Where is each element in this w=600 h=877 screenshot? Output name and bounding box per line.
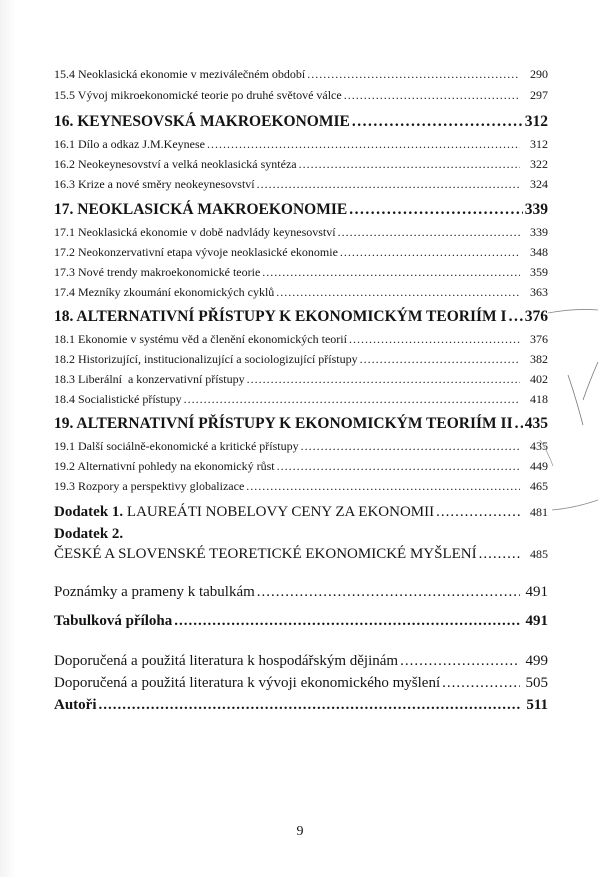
toc-entry-page: 348 [530, 245, 548, 259]
authors-page: 511 [526, 697, 548, 713]
tables-page: 491 [525, 613, 548, 629]
literature-thought-title: Doporučená a použitá literatura k vývoji ekonomického myšlení [54, 675, 441, 691]
appendix-2-title: ČESKÉ A SLOVENSKÉ TEORETICKÉ EKONOMICKÉ MYŠLENÍ [54, 546, 477, 562]
toc-entry-page: 449 [530, 459, 548, 473]
toc-entry-page: 324 [530, 177, 548, 191]
toc-entry-title: 17.3 Nové trendy makroekonomické teorie [54, 265, 261, 279]
toc-chapter-title: 16. KEYNESOVSKÁ MAKROEKONOMIE [54, 113, 350, 130]
toc-entry-title: 16.2 Neokeynesovství a velká neoklasická syntéza [54, 157, 297, 171]
notes-page: 491 [525, 584, 548, 600]
toc-entry-title: 18.4 Socialistické přístupy [54, 392, 182, 406]
notes-title: Poznámky a prameny k tabulkám [54, 584, 255, 600]
tables-title: Tabulková příloha [54, 613, 173, 629]
toc-entry-title: 16.1 Dílo a odkaz J.M.Keynese [54, 137, 205, 151]
appendix-2-label: Dodatek 2. [54, 526, 124, 542]
appendix-1-title: LAUREÁTI NOBELOVY CENY ZA EKONOMII [126, 504, 435, 520]
toc-chapter-title: 18. ALTERNATIVNÍ PŘÍSTUPY K EKONOMICKÝM TEORIÍM I [54, 308, 507, 325]
toc-chapter-page: 435 [524, 415, 548, 432]
toc-entry-page: 402 [530, 372, 548, 386]
pencil-stroke [548, 309, 598, 313]
appendix-1-label: Dodatek 1. [54, 504, 124, 520]
toc-entry-page: 363 [530, 285, 548, 299]
literature-history-title: Doporučená a použitá literatura k hospodářským dějinám [54, 653, 399, 669]
toc-entry-page: 418 [530, 392, 548, 406]
toc-entry-title: 18.2 Historizující, institucionalizující a sociologizující přístupy [54, 352, 358, 366]
toc-entry-page: 297 [530, 88, 548, 102]
appendix-1-page: 481 [530, 505, 548, 519]
toc-entry-page: 290 [530, 67, 548, 81]
toc-entry-title: 16.3 Krize a nové směry neokeynesovství [54, 177, 255, 191]
literature-history-page: 499 [525, 653, 548, 669]
pencil-stroke [583, 362, 598, 400]
toc-entry-page: 435 [530, 439, 548, 453]
toc-entry-page: 376 [530, 332, 548, 346]
toc-entry-title: 19.2 Alternativní pohledy na ekonomický růst [54, 459, 275, 473]
toc-entry-page: 339 [530, 225, 548, 239]
toc-chapter-page: 376 [524, 308, 548, 325]
toc-entry-title: 15.5 Vývoj mikroekonomické teorie po druhé světové válce [54, 88, 342, 102]
toc-chapter-page: 339 [524, 201, 548, 218]
toc-entry-page: 359 [530, 265, 548, 279]
appendix-2-page: 485 [530, 547, 548, 561]
toc-entry-page: 382 [530, 352, 548, 366]
toc-entry-title: 18.1 Ekonomie v systému věd a členění ekonomických teorií [54, 332, 347, 346]
pencil-stroke [540, 440, 553, 466]
literature-thought-page: 505 [525, 675, 548, 691]
toc-entry-page: 312 [530, 137, 548, 151]
toc-chapter-page: 312 [524, 113, 548, 130]
pencil-stroke [552, 500, 598, 510]
page-number: 9 [296, 824, 304, 839]
toc-entry-title: 15.4 Neoklasická ekonomie v meziválečném období [54, 67, 306, 81]
toc-entry-title: 17.1 Neoklasická ekonomie v době nadvlády keynesovství [54, 225, 336, 239]
pencil-stroke [568, 375, 583, 425]
authors-title: Autoři [54, 697, 97, 713]
toc-chapter-title: 17. NEOKLASICKÁ MAKROEKONOMIE [54, 201, 348, 218]
toc-entry-title: 17.2 Neokonzervativní etapa vývoje neoklasické ekonomie [54, 245, 338, 259]
toc-chapter-title: 19. ALTERNATIVNÍ PŘÍSTUPY K EKONOMICKÝM TEORIÍM II [54, 415, 513, 432]
toc-entry-title: 19.3 Rozpory a perspektivy globalizace [54, 479, 245, 493]
toc-entry-title: 18.3 Liberální a konzervativní přístupy [54, 372, 245, 386]
toc-entry-title: 17.4 Mezníky zkoumání ekonomických cyklů [54, 285, 275, 299]
toc-entry-title: 19.1 Další sociálně-ekonomické a kritické přístupy [54, 439, 299, 453]
toc-entry-page: 465 [530, 479, 548, 493]
toc-entry-page: 322 [530, 157, 548, 171]
